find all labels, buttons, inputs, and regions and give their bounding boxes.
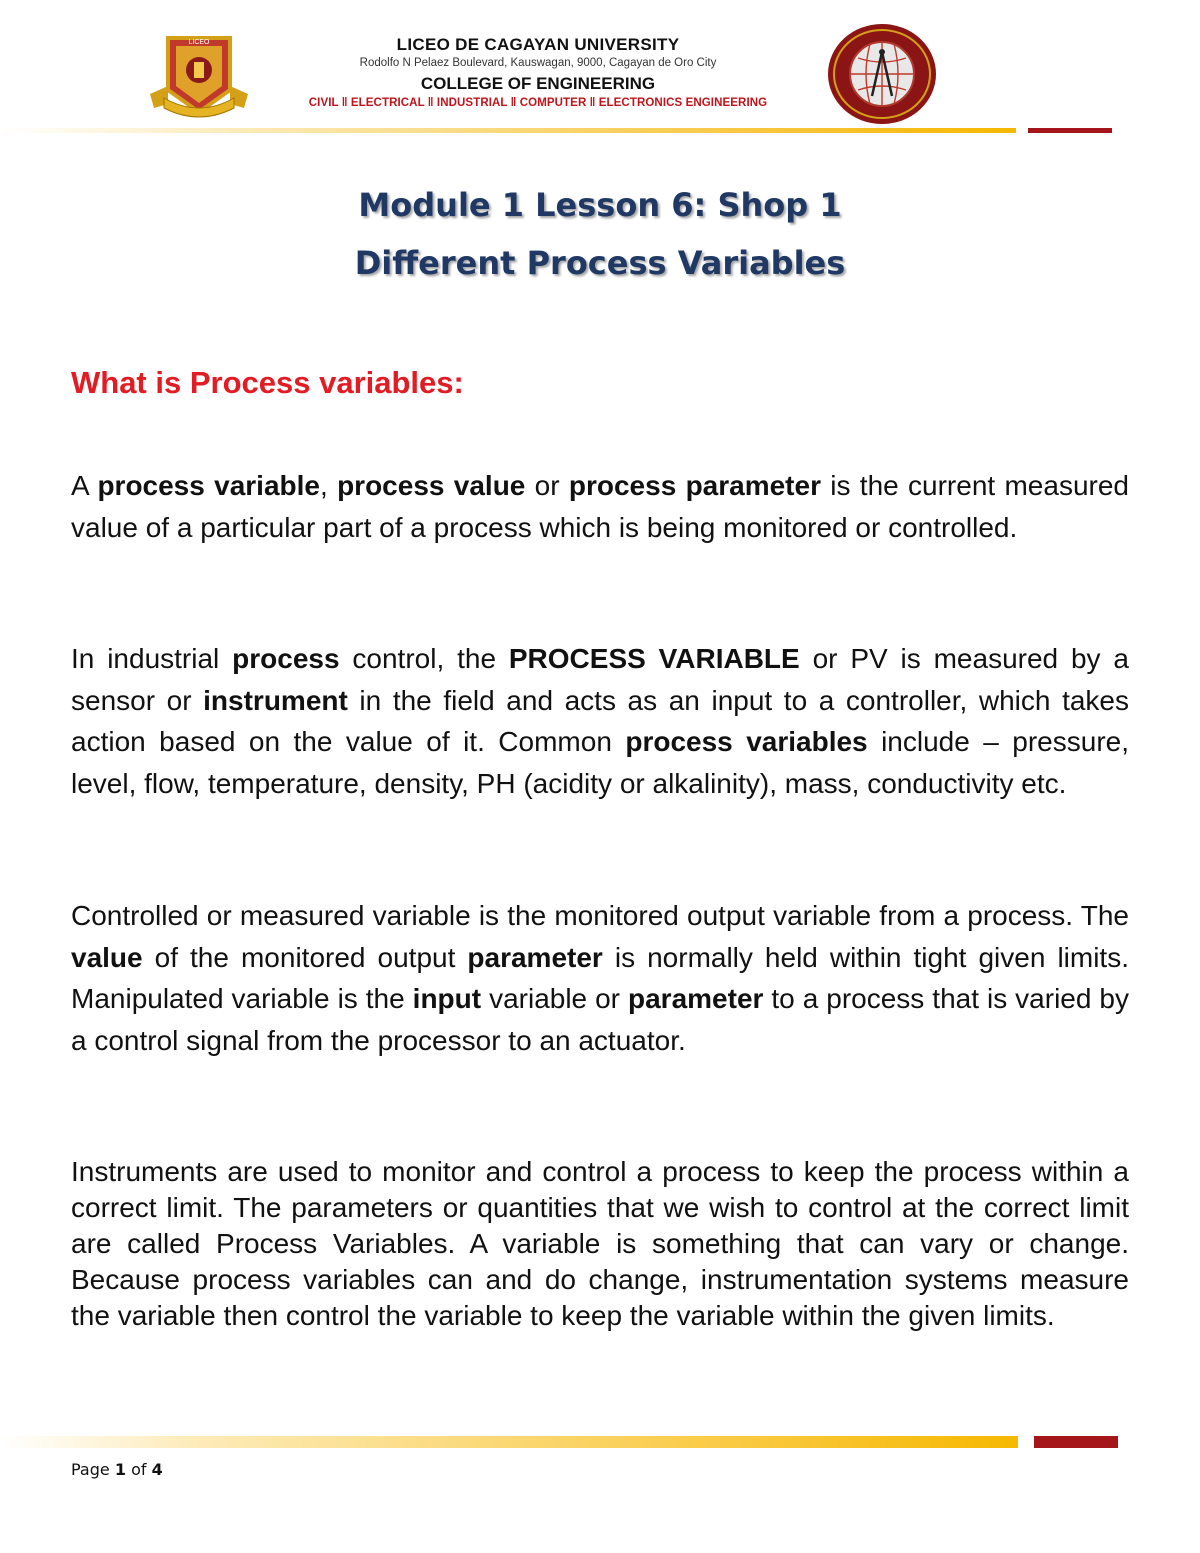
footer-rule-red <box>1034 1436 1118 1448</box>
paragraph-controlled-variable: Controlled or measured variable is the monitored output variable from a process. The value of the monitored output parameter is normally held within tight given limits. Manipulated variable is the input variable or parameter to a process that is varied by a control signal from the processor to an actuator. <box>71 900 1129 1056</box>
university-address: Rodolfo N Pelaez Boulevard, Kauswagan, 9000, Cagayan de Oro City <box>359 57 717 69</box>
header-rule-yellow <box>0 128 1016 133</box>
header-text-block <box>250 34 826 111</box>
page-total: 4 <box>151 1460 163 1479</box>
page-label: Page <box>71 1460 110 1479</box>
footer-rule-yellow <box>0 1436 1018 1448</box>
page-current: 1 <box>114 1460 126 1479</box>
college-seal-icon <box>826 22 938 126</box>
paragraph-definition: A process variable, process value or process parameter is the current measured value of a particular part of a process which is being monitored or controlled. <box>71 470 1129 543</box>
college-name: COLLEGE OF ENGINEERING <box>420 74 656 93</box>
of-label: of <box>131 1460 147 1479</box>
page-number <box>71 1460 163 1479</box>
paragraph-industrial-control: In industrial process control, the PROCESS VARIABLE or PV is measured by a sensor or instrument in the field and acts as an input to a controller, which takes action based on the value of it. Common process variables include – pressure, level, flow, temperature, density, PH (acidity or alkalinity), mass, conductivity etc. <box>71 643 1130 799</box>
university-crest-icon <box>150 28 248 122</box>
document-header <box>0 0 1200 140</box>
header-rule-red <box>1028 128 1112 133</box>
university-name: LICEO DE CAGAYAN UNIVERSITY <box>396 35 680 54</box>
logo-left-text: LICEO <box>188 39 210 46</box>
section-heading: What is Process variables: <box>71 365 464 400</box>
document-subtitle: Different Process Variables <box>354 244 846 282</box>
paragraph-instruments: Instruments are used to monitor and control a process to keep the process within a correct limit. The parameters or quantities that we wish to control at the correct limit are called Process Variables. A variable is something that can vary or change. Because process variables can and do change, instrumentation systems measure the variable then control the variable to keep the variable within the given limits. <box>71 1156 1129 1331</box>
department-list: CIVIL ǁ ELECTRICAL ǁ INDUSTRIAL ǁ COMPUTER ǁ ELECTRONICS ENGINEERING <box>308 97 768 109</box>
document-title: Module 1 Lesson 6: Shop 1 <box>358 186 842 224</box>
